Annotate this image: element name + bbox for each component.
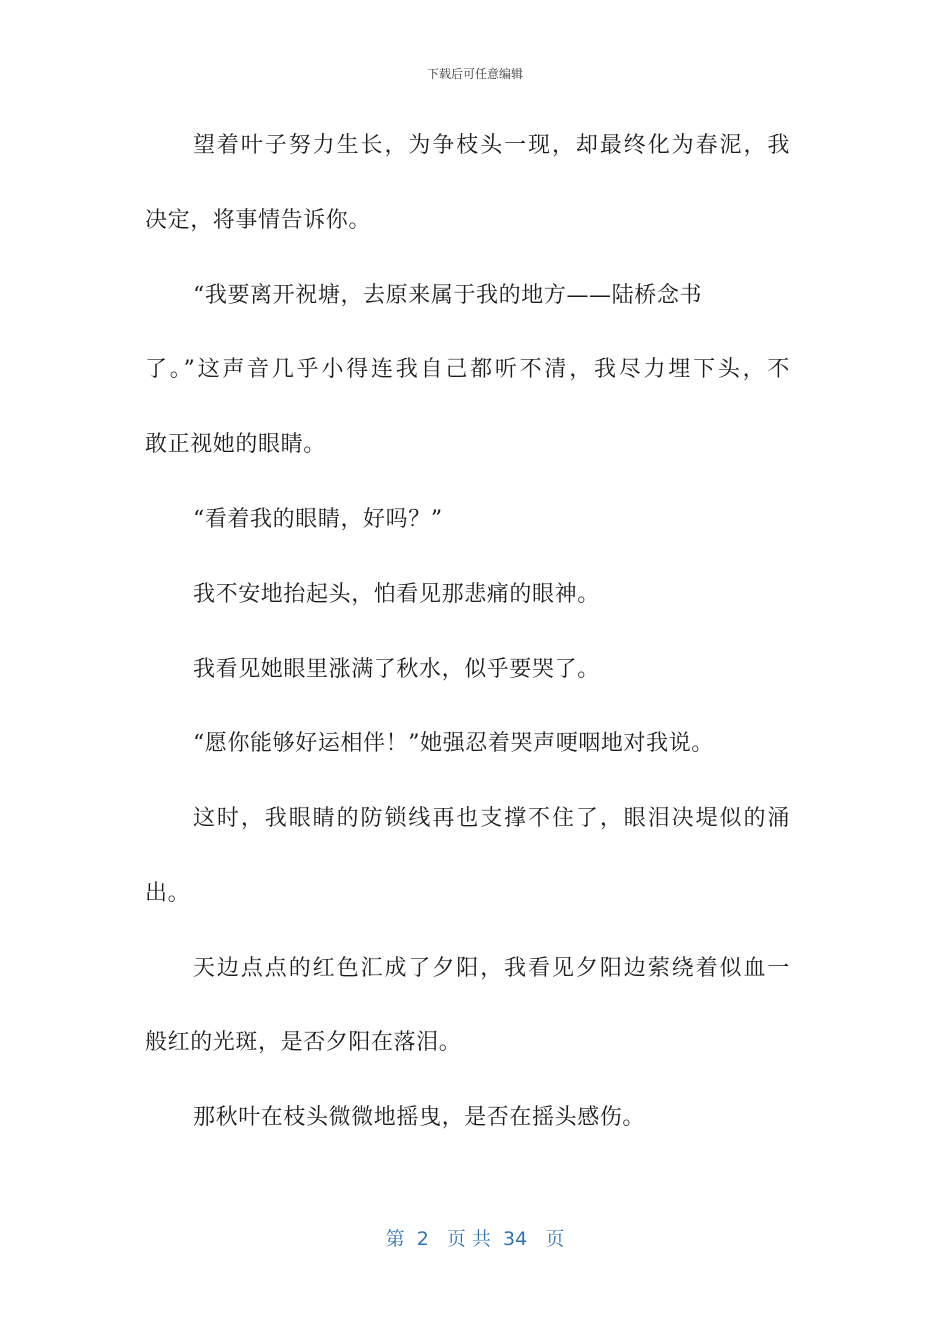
text-line-12: 天边点点的红色汇成了夕阳，我看见夕阳边萦绕着似血一: [193, 956, 790, 981]
text-line-10: 这时，我眼睛的防锁线再也支撑不住了，眼泪决堤似的涌: [193, 806, 790, 831]
text-line-2: 决定，将事情告诉你。: [145, 208, 372, 233]
page-footer: 第 2 页 共 34 页: [385, 1228, 565, 1250]
text-line-5: 敢正视她的眼睛。: [145, 432, 326, 457]
text-line-7: 我不安地抬起头，怕看见那悲痛的眼神。: [193, 582, 600, 607]
page-header: 下载后可任意编辑: [426, 67, 523, 81]
text-line-3: “我要离开祝塘，去原来属于我的地方——陆桥念书: [193, 283, 703, 308]
text-line-9: “愿你能够好运相伴！”她强忍着哭声哽咽地对我说。: [193, 731, 714, 756]
text-line-8: 我看见她眼里涨满了秋水，似乎要哭了。: [193, 657, 600, 682]
text-line-14: 那秋叶在枝头微微地摇曳，是否在摇头感伤。: [193, 1105, 646, 1130]
text-line-13: 般红的光斑，是否夕阳在落泪。: [145, 1030, 462, 1055]
text-line-6: “看着我的眼睛，好吗？”: [193, 507, 443, 532]
text-line-11: 出。: [145, 881, 191, 906]
text-line-1: 望着叶子努力生长，为争枝头一现，却最终化为春泥，我: [193, 133, 790, 158]
text-line-4: 了。”这声音几乎小得连我自己都听不清，我尽力埋下头，不: [145, 357, 790, 382]
